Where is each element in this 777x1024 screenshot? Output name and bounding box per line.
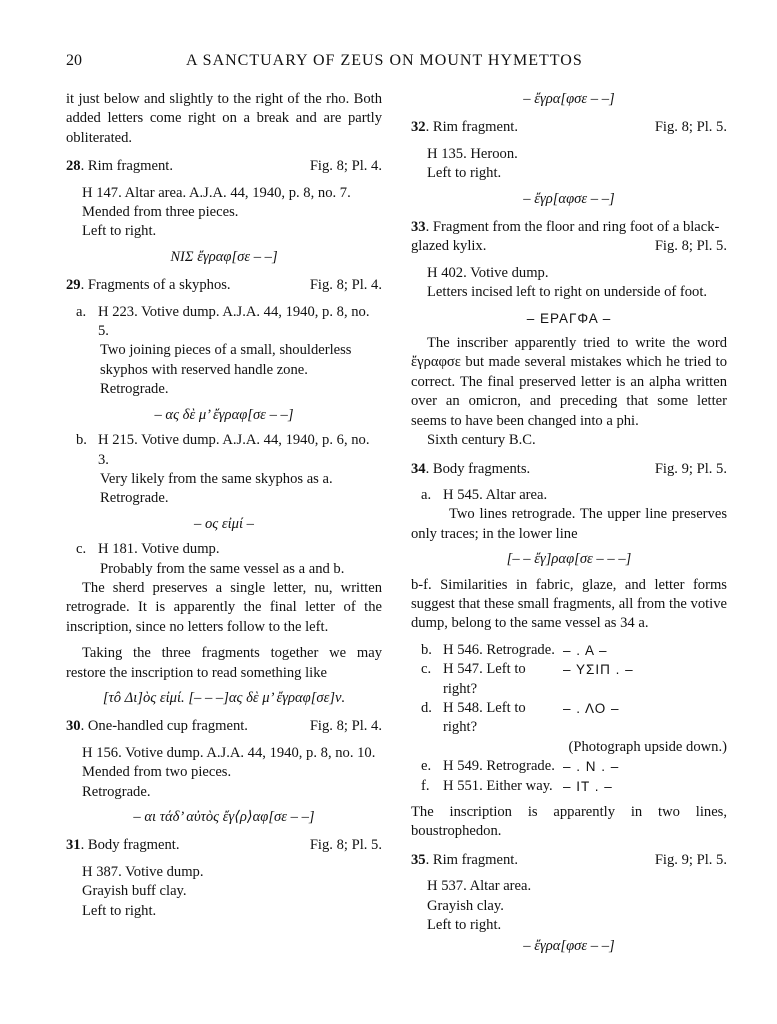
fragment-row-c	[411, 660, 727, 699]
entry-number: 35	[411, 851, 426, 868]
entry-31-inscription: – ἔγρα[φσε – –]	[523, 91, 615, 107]
entry-34-bf-intro: b-f. Similarities in fabric, glaze, and letter forms suggest that these small fragments, all from the votive dump, belong to the same vessel as 34 a.	[411, 576, 727, 632]
figure-reference: Fig. 8; Pl. 5.	[654, 119, 727, 136]
entry-31-line3: Left to right.	[82, 902, 157, 919]
entry-title: Fragments of a skyphos.	[87, 277, 231, 294]
entry-29-heading: 29. Fragments of a skyphos. Fig. 8; Pl. 4.	[66, 276, 382, 295]
sub-label: f.	[421, 777, 430, 794]
entry-29c-restoration-intro: Taking the three fragments together we may restore the inscription to read something like	[66, 645, 382, 681]
entry-29a	[66, 303, 382, 342]
entry-28-line3: Left to right.	[82, 223, 157, 240]
letter-forms: – . ΛΟ –	[563, 700, 620, 716]
fragment-row-e	[411, 757, 727, 776]
entry-34a-line2: Two lines retrograde. The upper line preserves only traces; in the lower line	[411, 506, 727, 542]
fragment-row-d	[411, 699, 727, 738]
figure-reference: Fig. 8; Pl. 4.	[309, 718, 382, 735]
entry-number: 34	[411, 460, 426, 477]
letter-forms: – ΥΣΙΠ . –	[563, 662, 634, 678]
letter-forms: – . Ν . –	[563, 759, 620, 775]
fragment-info: H 546. Retrograde.	[443, 641, 555, 658]
left-column	[66, 90, 382, 921]
sub-text: H 215. Votive dump. A.J.A. 44, 1940, p. 6, no. 3.	[98, 432, 370, 468]
entry-35-line2: Grayish clay.	[427, 897, 504, 914]
figure-reference: Fig. 9; Pl. 5.	[654, 851, 727, 868]
entry-29a-line2: Two joining pieces of a small, shoulderless skyphos with reserved handle zone.	[100, 342, 352, 378]
entry-title: One-handled cup fragment.	[87, 718, 248, 735]
entry-title: Rim fragment.	[432, 119, 519, 136]
running-head: A SANCTUARY OF ZEUS ON MOUNT HYMETTOS	[186, 52, 583, 69]
entry-35-line3: Left to right.	[427, 917, 502, 934]
entry-29c-line2: Probably from the same vessel as a and b.	[100, 560, 345, 577]
entry-30-line3: Retrograde.	[82, 783, 151, 800]
continuation-text: it just below and slightly to the right of the rho. Both added letters come right on a break and are partly obliterated.	[66, 91, 382, 146]
entry-30-line2: Mended from two pieces.	[82, 764, 232, 781]
sub-label: a.	[76, 303, 87, 320]
fragment-info: H 547. Left to right?	[443, 661, 526, 697]
entry-32-line2: Left to right.	[427, 165, 502, 182]
entry-33-date: Sixth century B.C.	[427, 432, 536, 449]
letter-forms: – ΙΤ . –	[563, 778, 613, 794]
fragment-info: H 548. Left to right?	[443, 699, 526, 736]
entry-number: 29	[66, 277, 81, 294]
sub-label: e.	[421, 758, 432, 775]
page-number: 20	[66, 52, 82, 69]
fragment-info: H 551. Either way.	[443, 777, 553, 794]
entry-28-line1: H 147. Altar area. A.J.A. 44, 1940, p. 8, no. 7.	[82, 184, 351, 201]
entry-34a	[411, 486, 727, 505]
entry-29b-line2: Very likely from the same skyphos as a.	[100, 470, 333, 487]
entry-33-heading: 33. Fragment from the floor and ring foot of a black-glazed kylix. Fig. 8; Pl. 5.	[411, 218, 727, 257]
sub-label: b.	[421, 641, 432, 658]
entry-33-inscription: – ΕΡΑΓΦΑ –	[526, 310, 612, 326]
sub-text: H 545. Altar area.	[443, 486, 548, 503]
entry-29a-line3: Retrograde.	[100, 381, 169, 398]
entry-35-inscription: – ἔγρα[φσε – –]	[523, 938, 615, 955]
figure-reference: Fig. 8; Pl. 5.	[309, 837, 382, 854]
entry-number: 32	[411, 119, 426, 136]
entry-29c	[66, 540, 382, 559]
entry-29b-line3: Retrograde.	[100, 490, 169, 507]
figure-reference: Fig. 9; Pl. 5.	[654, 460, 727, 477]
entry-31-line2: Grayish buff clay.	[82, 883, 187, 900]
entry-32-heading: 32. Rim fragment. Fig. 8; Pl. 5.	[411, 118, 727, 137]
entry-28-line2: Mended from three pieces.	[82, 204, 239, 221]
entry-title: Fragment from the floor and ring foot of a black-glazed kylix.	[411, 219, 720, 255]
page-header	[66, 52, 726, 76]
entry-33-commentary: The inscriber apparently tried to write the word ἔγραφσε but made several mistakes which he tried to correct. The final preserved letter is an alpha written over an omicron, and preceding that some letter seems to have been changed into a phi.	[411, 335, 727, 429]
sub-text: H 223. Votive dump. A.J.A. 44, 1940, p. 8, no. 5.	[98, 303, 370, 340]
sub-label: c.	[76, 541, 87, 558]
entry-35-heading: 35. Rim fragment. Fig. 9; Pl. 5.	[411, 851, 727, 870]
entry-title: Body fragment.	[87, 837, 180, 854]
entry-number: 30	[66, 718, 81, 735]
entry-34a-inscription: [– – ἔγ]ραφ[σε – – –]	[506, 551, 632, 568]
entry-number: 28	[66, 158, 81, 175]
figure-reference: Fig. 8; Pl. 4.	[309, 277, 382, 294]
letter-forms: – . Α –	[563, 642, 608, 658]
entry-35-line1: H 537. Altar area.	[427, 878, 532, 895]
fragment-row-f	[411, 777, 727, 796]
entry-number: 33	[411, 219, 426, 236]
entry-title: Rim fragment.	[87, 158, 174, 175]
entry-29c-commentary: The sherd preserves a single letter, nu, written retrograde. It is apparently the final letter of the inscription, since no letters follow to the left.	[66, 579, 382, 635]
entry-31-line1: H 387. Votive dump.	[82, 863, 204, 880]
entry-31-heading: 31. Body fragment. Fig. 8; Pl. 5.	[66, 836, 382, 855]
entry-34-conclusion: The inscription is apparently in two lines, boustrophedon.	[411, 804, 727, 840]
entry-28-heading: 28. Rim fragment. Fig. 8; Pl. 4.	[66, 157, 382, 176]
right-column	[411, 90, 727, 963]
entry-30-inscription: – αι τάδ’ αὐτὸς ἔγ⟨ρ⟩αφ[σε – –]	[133, 809, 315, 825]
entry-title: Rim fragment.	[432, 851, 519, 868]
sub-label: b.	[76, 432, 87, 449]
entry-29-restored-inscription: [τô Δι]ὸς εἰμί. [– – –]ας δὲ μ’ ἔγραφ[σε]ν.	[102, 689, 346, 706]
entry-32-inscription: – ἔγρ[αφσε – –]	[523, 190, 615, 207]
entry-30-heading: 30. One-handled cup fragment. Fig. 8; Pl. 4.	[66, 717, 382, 736]
entry-title: Body fragments.	[432, 460, 531, 477]
entry-29b	[66, 431, 382, 470]
entry-34-heading: 34. Body fragments. Fig. 9; Pl. 5.	[411, 460, 727, 479]
entry-33-line1: H 402. Votive dump.	[427, 264, 549, 281]
fragment-row-b	[411, 641, 727, 660]
entry-30-line1: H 156. Votive dump. A.J.A. 44, 1940, p. 8, no. 10.	[82, 744, 376, 761]
photo-note: (Photograph upside down.)	[568, 738, 727, 755]
entry-32-line1: H 135. Heroon.	[427, 145, 518, 162]
figure-reference: Fig. 8; Pl. 5.	[654, 238, 727, 255]
fragment-info: H 549. Retrograde.	[443, 758, 555, 775]
sub-label: a.	[421, 486, 432, 503]
entry-29b-inscription: – ος εἰμί –	[194, 515, 254, 532]
sub-text: H 181. Votive dump.	[98, 541, 220, 558]
sub-label: c.	[421, 661, 432, 678]
figure-reference: Fig. 8; Pl. 4.	[309, 158, 382, 175]
entry-33-line2: Letters incised left to right on underside of foot.	[427, 284, 708, 301]
entry-34-fragment-list	[411, 641, 727, 796]
entry-number: 31	[66, 837, 81, 854]
sub-label: d.	[421, 699, 432, 716]
entry-29a-inscription: – ας δὲ μ’ ἔγραφ[σε – –]	[154, 406, 294, 423]
entry-28-inscription: ΝΙΣ ἔγραφ[σε – –]	[170, 248, 278, 265]
